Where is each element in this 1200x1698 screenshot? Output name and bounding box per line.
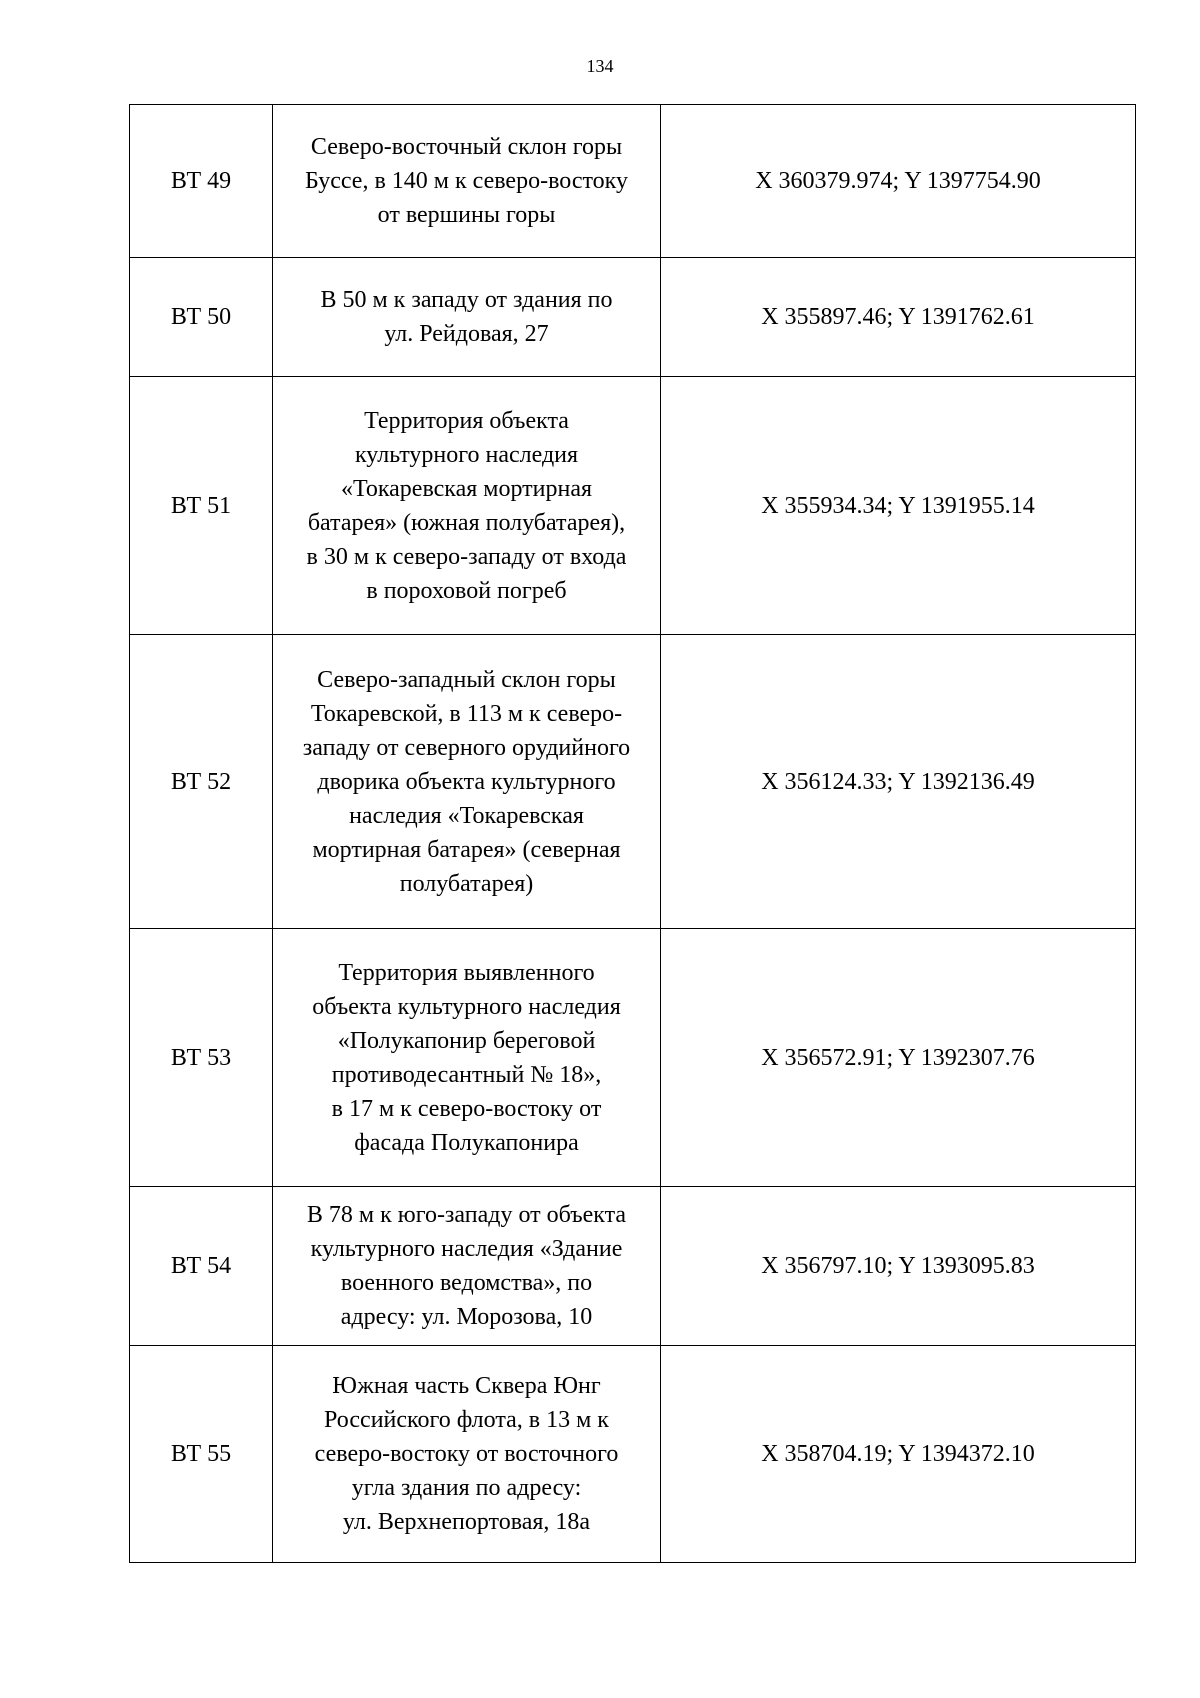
page-number: 134 xyxy=(586,56,614,76)
point-coordinates-cell: X 356124.33; Y 1392136.49 xyxy=(661,635,1136,929)
description-line: Территория выявленного xyxy=(338,959,595,986)
description-line: дворика объекта культурного xyxy=(317,768,616,795)
point-id-cell: ВТ 54 xyxy=(130,1187,273,1346)
table-row xyxy=(130,929,1136,1187)
description-line: В 78 м к юго-западу от объекта xyxy=(306,1202,627,1228)
description-line: Северо-восточный склон горы xyxy=(310,134,623,160)
point-description-cell xyxy=(273,377,661,635)
point-id-cell: ВТ 49 xyxy=(130,105,273,258)
point-coordinates-cell: X 355897.46; Y 1391762.61 xyxy=(661,258,1136,377)
point-description-cell xyxy=(273,105,661,258)
description-line: ул. Верхнепортовая, 18а xyxy=(342,1509,591,1535)
description-line: в пороховой погреб xyxy=(366,577,567,604)
description-line: Токаревской, в 113 м к северо- xyxy=(310,700,623,727)
point-description-cell xyxy=(273,929,661,1187)
description-line: полубатарея) xyxy=(399,870,534,897)
point-coordinates-cell: X 355934.34; Y 1391955.14 xyxy=(661,377,1136,635)
table-row xyxy=(130,258,1136,377)
description-line: от вершины горы xyxy=(377,202,556,228)
point-id-cell: ВТ 50 xyxy=(130,258,273,377)
description-line: Буссе, в 140 м к северо-востоку xyxy=(305,168,628,194)
description-line: в 30 м к северо-западу от входа xyxy=(306,543,627,570)
description-line: военного ведомства», по xyxy=(340,1270,593,1296)
point-coordinates-cell: X 356572.91; Y 1392307.76 xyxy=(661,929,1136,1187)
description-line: западу от северного орудийного xyxy=(302,734,631,761)
point-coordinates-cell: X 358704.19; Y 1394372.10 xyxy=(661,1346,1136,1563)
table-row xyxy=(130,1187,1136,1346)
description-line: культурного наследия xyxy=(354,441,579,468)
point-description-cell xyxy=(273,1187,661,1346)
point-coordinates-cell: X 360379.974; Y 1397754.90 xyxy=(661,105,1136,258)
description-line: угла здания по адресу: xyxy=(351,1475,582,1501)
points-table xyxy=(129,104,1136,1563)
table-row xyxy=(130,377,1136,635)
description-line: северо-востоку от восточного xyxy=(314,1441,619,1467)
point-id-cell: ВТ 52 xyxy=(130,635,273,929)
description-line: мортирная батарея» (северная xyxy=(312,836,621,863)
point-coordinates-cell: X 356797.10; Y 1393095.83 xyxy=(661,1187,1136,1346)
point-id-cell: ВТ 51 xyxy=(130,377,273,635)
description-line: В 50 м к западу от здания по xyxy=(320,287,613,313)
description-line: «Токаревская мортирная xyxy=(340,475,593,502)
point-id-cell: ВТ 53 xyxy=(130,929,273,1187)
table-row xyxy=(130,635,1136,929)
description-line: противодесантный № 18», xyxy=(331,1061,602,1088)
description-line: Территория объекта xyxy=(364,407,569,434)
points-table-body xyxy=(130,105,1136,1563)
point-id-cell: ВТ 55 xyxy=(130,1346,273,1563)
description-line: фасада Полукапонира xyxy=(354,1129,579,1156)
description-line: в 17 м к северо-востоку от xyxy=(331,1095,602,1122)
point-description-cell xyxy=(273,635,661,929)
description-line: «Полукапонир береговой xyxy=(337,1027,596,1054)
description-line: Южная часть Сквера Юнг xyxy=(332,1373,601,1399)
table-row xyxy=(130,105,1136,258)
description-line: ул. Рейдовая, 27 xyxy=(384,321,549,347)
description-line: адресу: ул. Морозова, 10 xyxy=(340,1304,593,1330)
description-line: батарея» (южная полубатарея), xyxy=(307,509,626,536)
table-row xyxy=(130,1346,1136,1563)
description-line: объекта культурного наследия xyxy=(312,993,621,1020)
description-line: Российского флота, в 13 м к xyxy=(324,1407,609,1433)
point-description-cell xyxy=(273,1346,661,1563)
description-line: наследия «Токаревская xyxy=(349,802,584,829)
description-line: культурного наследия «Здание xyxy=(310,1236,623,1262)
description-line: Северо-западный склон горы xyxy=(317,666,616,693)
point-description-cell xyxy=(273,258,661,377)
